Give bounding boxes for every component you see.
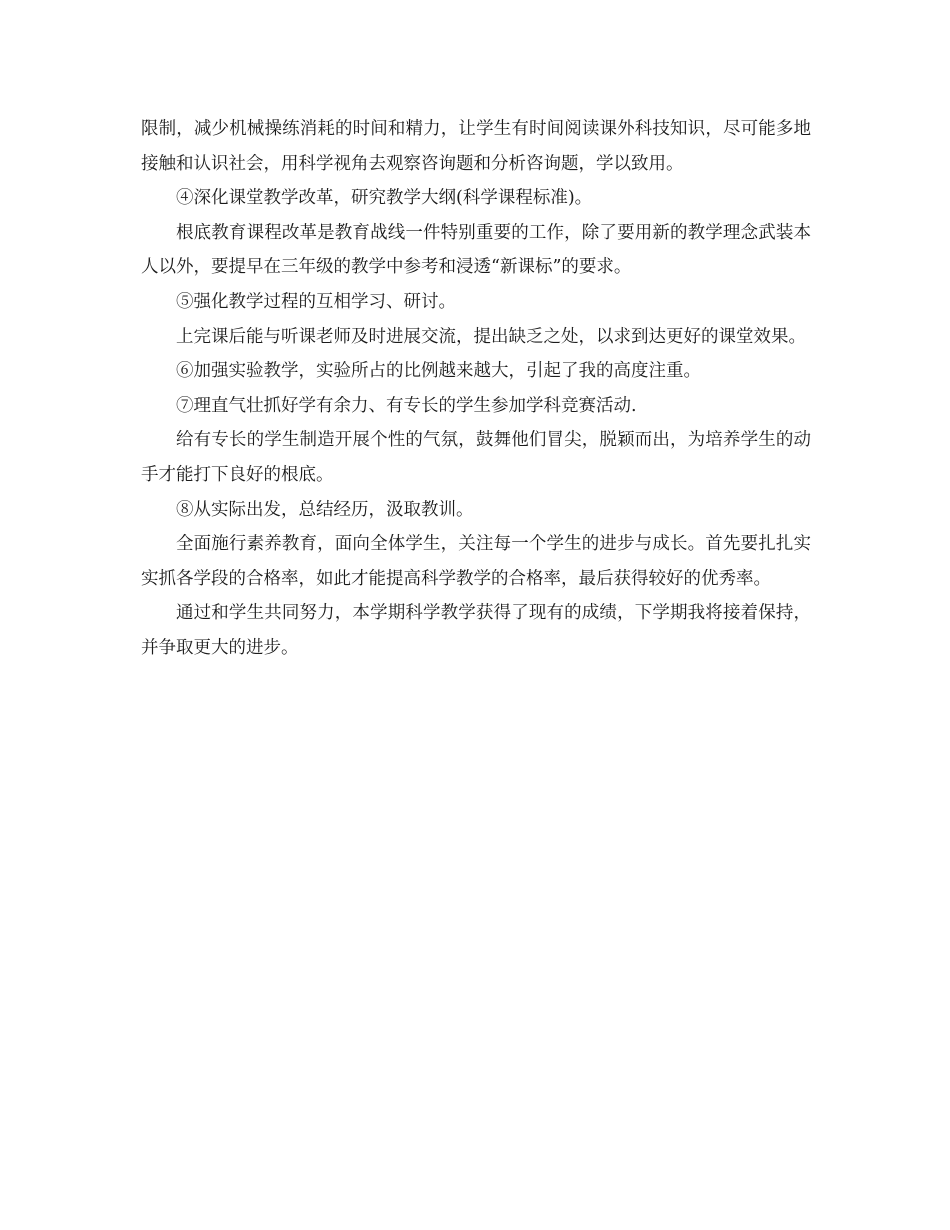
paragraph-6: ⑥加强实验教学，实验所占的比例越来越大，引起了我的高度注重。 (176, 361, 701, 382)
paragraph-10: 全面施行素养教育，面向全体学生，关注每一个学生的进步与成长。首先要扎扎实实抓各学段的合格率，如此才能提高科学教学的合格率，最后获得较好的优秀率。 (141, 534, 811, 589)
paragraph-7: ⑦理直气壮抓好学有余力、有专长的学生参加学科竞赛活动. (176, 395, 637, 416)
paragraph-8: 给有专长的学生制造开展个性的气氛，鼓舞他们冒尖，脱颖而出，为培养学生的动手才能打下良好的根底。 (141, 430, 811, 485)
paragraph-5: 上完课后能与听课老师及时进展交流，提出缺乏之处，以求到达更好的课堂效果。 (176, 326, 806, 347)
paragraph-1: 限制，减少机械操练消耗的时间和精力，让学生有时间阅读课外科技知识，尽可能多地接触和认识社会，用科学视角去观察咨询题和分析咨询题，学以致用。 (141, 119, 811, 174)
paragraph-2: ④深化课堂教学改革，研究教学大纲(科学课程标准)。 (176, 188, 593, 209)
document-body (141, 112, 811, 666)
paragraph-11: 通过和学生共同努力，本学期科学教学获得了现有的成绩，下学期我将接着保持，并争取更大的进步。 (141, 603, 811, 658)
paragraph-4: ⑤强化教学过程的互相学习、研讨。 (176, 291, 456, 312)
paragraph-9: ⑧从实际出发，总结经历，汲取教训。 (176, 499, 474, 520)
paragraph-3: 根底教育课程改革是教育战线一件特别重要的工作，除了要用新的教学理念武装本人以外，要提早在三年级的教学中参考和浸透“新课标”的要求。 (141, 222, 811, 278)
